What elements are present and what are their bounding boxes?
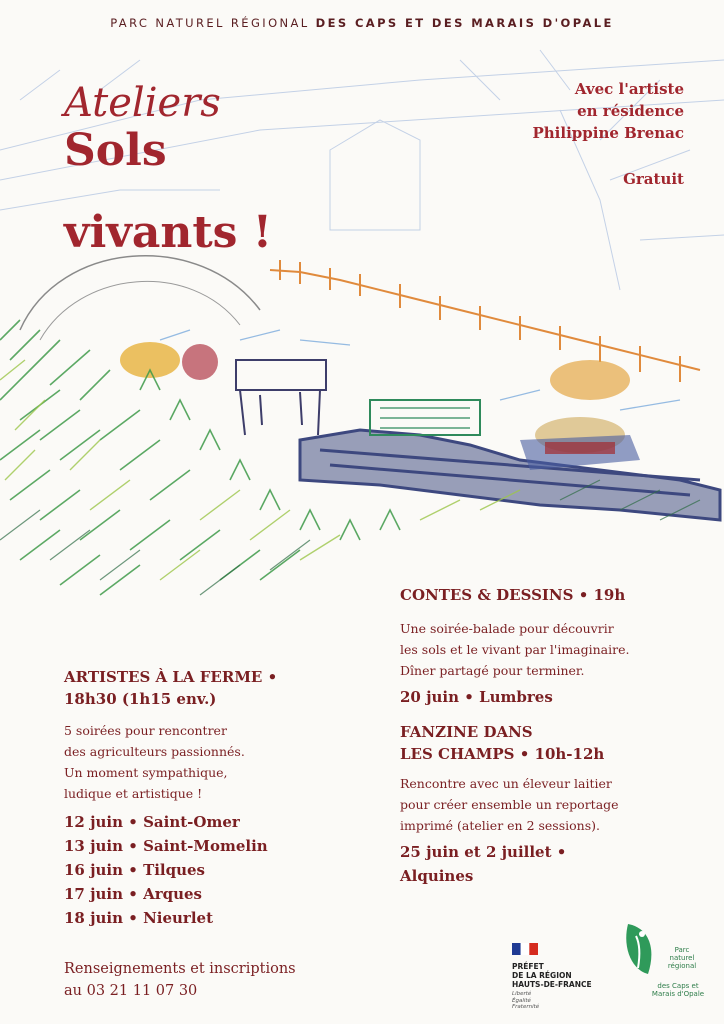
prefet-line: HAUTS-DE-FRANCE (512, 980, 592, 989)
contact-phone: au 03 21 11 07 30 (64, 983, 198, 999)
artistes-title (64, 666, 364, 710)
fanzine-desc (400, 773, 700, 836)
contes-event: 20 juin • Lumbres (400, 688, 553, 706)
motto-line: Liberté (512, 991, 532, 997)
fanzine-title (400, 721, 700, 765)
fanzine-event (400, 840, 700, 888)
header-light: PARC NATUREL RÉGIONAL (110, 16, 310, 30)
price-label: Gratuit (623, 170, 684, 188)
prefet-motto (512, 991, 612, 1011)
parc-line: régional (667, 962, 697, 970)
artistes-title-line: 18h30 (1h15 env.) (64, 690, 217, 708)
fanzine-title-line: FANZINE DANS (400, 723, 533, 741)
artistes-event: 18 juin • Nieurlet (64, 909, 213, 927)
french-flag-icon (512, 943, 538, 955)
contact-info (64, 958, 296, 1002)
parc-line: naturel (669, 954, 695, 962)
artist-block (532, 78, 684, 144)
parc-leaf-icon (622, 920, 656, 976)
artistes-event: 16 juin • Tilques (64, 861, 206, 879)
motto-line: Égalité (512, 997, 531, 1004)
prefet-line: PRÉFET (512, 962, 544, 971)
title-ateliers: Ateliers (64, 80, 221, 126)
artistes-title-line: ARTISTES À LA FERME • (64, 668, 278, 686)
parc-text-bottom (644, 982, 712, 998)
artistes-event: 12 juin • Saint-Omer (64, 813, 240, 831)
parc-text (654, 946, 710, 970)
fanzine-event-line: Alquines (400, 867, 474, 885)
artistes-event: 17 juin • Arques (64, 885, 202, 903)
fanzine-desc-line: Rencontre avec un éleveur laitier (400, 776, 612, 791)
left-column (64, 666, 364, 930)
artist-line-2: en résidence (577, 102, 684, 120)
artistes-events (64, 810, 364, 930)
artist-name: Philippine Brenac (532, 124, 684, 142)
contes-desc-line: les sols et le vivant par l'imaginaire. (400, 642, 630, 657)
fanzine-desc-line: imprimé (atelier en 2 sessions). (400, 818, 600, 833)
parc-logo (622, 920, 712, 1016)
prefet-text (512, 962, 612, 989)
artistes-event: 13 juin • Saint-Momelin (64, 837, 268, 855)
fanzine-event-line: 25 juin et 2 juillet • (400, 843, 567, 861)
contes-desc (400, 618, 700, 681)
parc-line: Marais d'Opale (651, 990, 705, 998)
motto-line: Fraternité (512, 1004, 540, 1010)
artistes-desc-line: 5 soirées pour rencontrer (64, 723, 227, 738)
right-column (400, 584, 700, 888)
contes-section (400, 584, 700, 709)
title-vivants: vivants ! (64, 207, 273, 258)
contes-title: CONTES & DESSINS • 19h (400, 586, 626, 604)
prefet-logo (512, 940, 612, 1010)
contact-line-1: Renseignements et inscriptions (64, 961, 296, 977)
fanzine-section (400, 721, 700, 888)
fanzine-desc-line: pour créer ensemble un reportage (400, 797, 619, 812)
contes-desc-line: Une soirée-balade pour découvrir (400, 621, 614, 636)
artistes-desc-line: des agriculteurs passionnés. (64, 744, 245, 759)
artistes-desc (64, 720, 364, 804)
artist-line-1: Avec l'artiste (574, 80, 684, 98)
artistes-desc-line: Un moment sympathique, (64, 765, 228, 780)
title-sols: Sols (64, 125, 167, 176)
parc-line: Parc (674, 946, 690, 954)
artistes-desc-line: ludique et artistique ! (64, 786, 203, 801)
contes-desc-line: Dîner partagé pour terminer. (400, 663, 585, 678)
parc-line: des Caps et (657, 982, 699, 990)
header-bold: DES CAPS ET DES MARAIS D'OPALE (315, 16, 614, 30)
prefet-line: DE LA RÉGION (512, 971, 572, 980)
fanzine-title-line: LES CHAMPS • 10h-12h (400, 745, 605, 763)
